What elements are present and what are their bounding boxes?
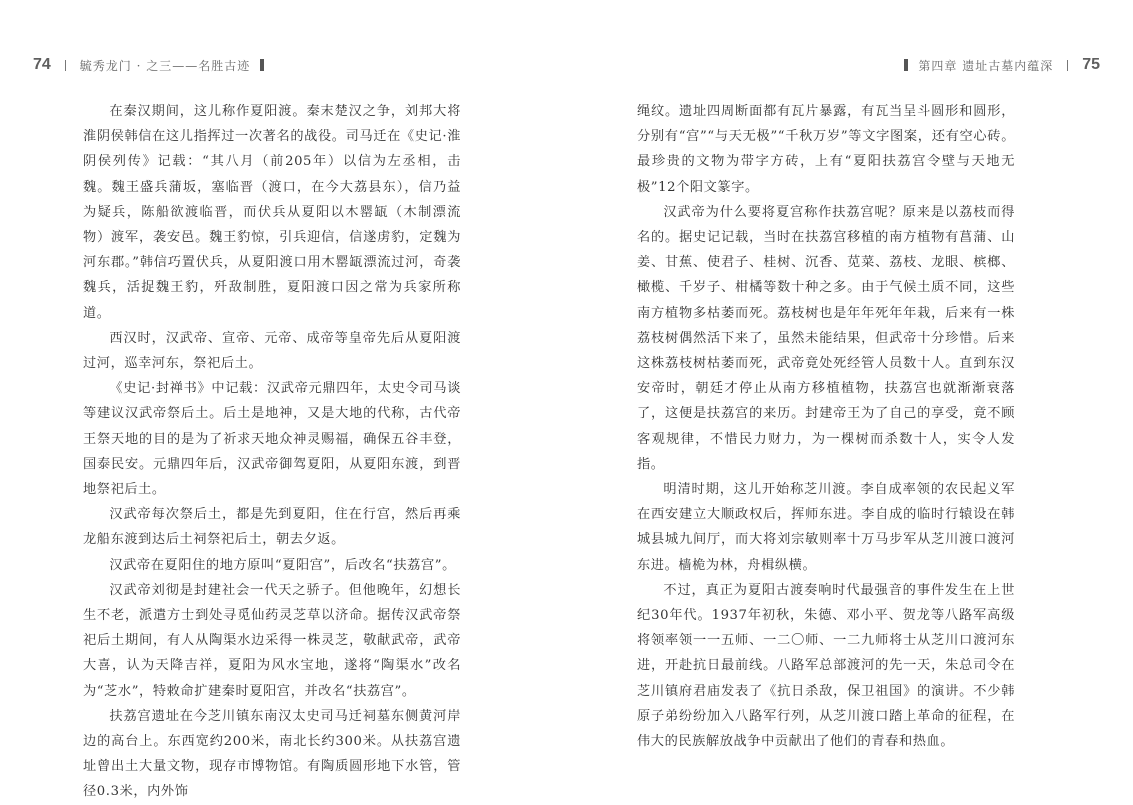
header-block-mark — [904, 59, 908, 71]
paragraph: 不过，真正为夏阳古渡奏响时代最强音的事件发生在上世纪30年代。1937年初秋，朱德、邓小平、贺龙等八路军高级将领率领一一五师、一二〇师、一二九师将士从芝川口渡河东进，开赴抗日最前线。八路军总部渡河的先一天，朱总司令在芝川镇府君庙发表了《抗日杀敌，保卫祖国》的演讲。不少韩原子弟纷纷加入八路军行列，从芝川渡口踏上革命的征程，在伟大的民族解放战争中贡献出了他们的青春和热血。 — [637, 582, 1015, 750]
paragraph: 《史记·封禅书》中记载：汉武帝元鼎四年，太史令司马谈等建议汉武帝祭后土。后土是地神，又是大地的代称，古代帝王祭天地的目的是为了祈求天地众神灵赐福，确保五谷丰登，国泰民安。元鼎四年后，汉武帝御驾夏阳，从夏阳东渡，到晋地祭祀后土。 — [83, 381, 461, 498]
paragraph: 汉武帝在夏阳住的地方原叫“夏阳宫”，后改名“扶荔宫”。 — [109, 557, 456, 573]
right-page — [567, 0, 1133, 799]
running-title: 毓秀龙门 · 之三——名胜古迹 — [79, 58, 251, 73]
header-divider — [65, 60, 66, 71]
paragraph: 汉武帝刘彻是封建社会一代天之骄子。但他晚年，幻想长生不老，派遣方士到处寻觅仙药灵芝草以济命。据传汉武帝祭祀后土期间，有人从陶渠水边采得一株灵芝，敬献武帝，武帝大喜，认为天降吉祥，夏阳为风水宝地，遂将“陶渠水”改名为“芝水”，特敕命扩建秦时夏阳宫，并改名“扶荔宫”。 — [83, 582, 461, 699]
left-page — [0, 0, 566, 799]
header-block-mark — [260, 59, 264, 71]
right-body-text — [637, 99, 1015, 754]
right-running-header — [894, 54, 1100, 76]
page-number: 75 — [1082, 56, 1100, 73]
paragraph: 绳纹。遗址四周断面都有瓦片暴露，有瓦当呈斗圆形和圆形，分别有“宫”“与天无极”“千秋万岁”等文字图案，还有空心砖。最珍贵的文物为带字方砖，上有“夏阳扶荔宫令壁与天地无极”12个阳文篆字。 — [637, 104, 1015, 195]
header-divider — [1067, 60, 1068, 71]
paragraph: 汉武帝每次祭后土，都是先到夏阳，住在行宫，然后再乘龙船东渡到达后土祠祭祀后土，朝去夕返。 — [83, 507, 461, 548]
left-body-text — [83, 99, 461, 805]
left-running-header — [33, 54, 274, 76]
paragraph: 明清时期，这儿开始称芝川渡。李自成率领的农民起义军在西安建立大顺政权后，挥师东进。李自成的临时行辕设在韩城县城九间厅，而大将刘宗敏则率十万马步军从芝川渡口渡河东进。樯桅为林，舟楫纵横。 — [637, 482, 1015, 573]
paragraph: 西汉时，汉武帝、宣帝、元帝、成帝等皇帝先后从夏阳渡过河，巡幸河东，祭祀后土。 — [83, 330, 461, 372]
paragraph: 汉武帝为什么要将夏宫称作扶荔宫呢？原来是以荔枝而得名的。据史记记载，当时在扶荔宫移植的南方植物有菖蒲、山姜、甘蕉、使君子、桂树、沉香、苋菜、荔枝、龙眼、槟榔、橄榄、千岁子、柑橘等数十种之多。由于气候土质不同，这些南方植物多枯萎而死。荔枝树也是年年死年年栽，后来有一株荔枝树偶然活下来了，虽然未能结果，但武帝十分珍惜。后来这株荔枝树枯萎而死，武帝竟处死经管人员数十人。直到东汉安帝时，朝廷才停止从南方移植植物，扶荔宫也就渐渐衰落了，这便是扶荔宫的来历。封建帝王为了自己的享受，竟不顾客观规律，不惜民力财力，为一棵树而杀数十人，实令人发指。 — [637, 204, 1015, 472]
paragraph: 在秦汉期间，这儿称作夏阳渡。秦末楚汉之争，刘邦大将淮阴侯韩信在这儿指挥过一次著名的战役。司马迁在《史记·淮阴侯列传》记载：“其八月（前205年）以信为左丞相，击魏。魏王盛兵蒲坂，塞临晋（渡口，在今大荔县东），信乃益为疑兵，陈船欲渡临晋，而伏兵从夏阳以木罂缻（木制漂流物）渡军，袭安邑。魏王豹惊，引兵迎信，信遂虏豹，定魏为河东郡。”韩信巧置伏兵，从夏阳渡口用木罂缻漂流过河，奇袭魏兵，活捉魏王豹，歼敌制胜，夏阳渡口因之常为兵家所称道。 — [83, 104, 461, 321]
running-title: 第四章 遗址古墓内蕴深 — [918, 58, 1054, 73]
page-number: 74 — [33, 56, 51, 73]
paragraph: 扶荔宫遗址在今芝川镇东南汉太史司马迁祠墓东侧黄河岸边的高台上。东西宽约200米，南北长约300米。从扶荔宫遗址曾出土大量文物，现存市博物馆。有陶质圆形地下水管，管径0.3米，内外饰 — [83, 708, 461, 800]
